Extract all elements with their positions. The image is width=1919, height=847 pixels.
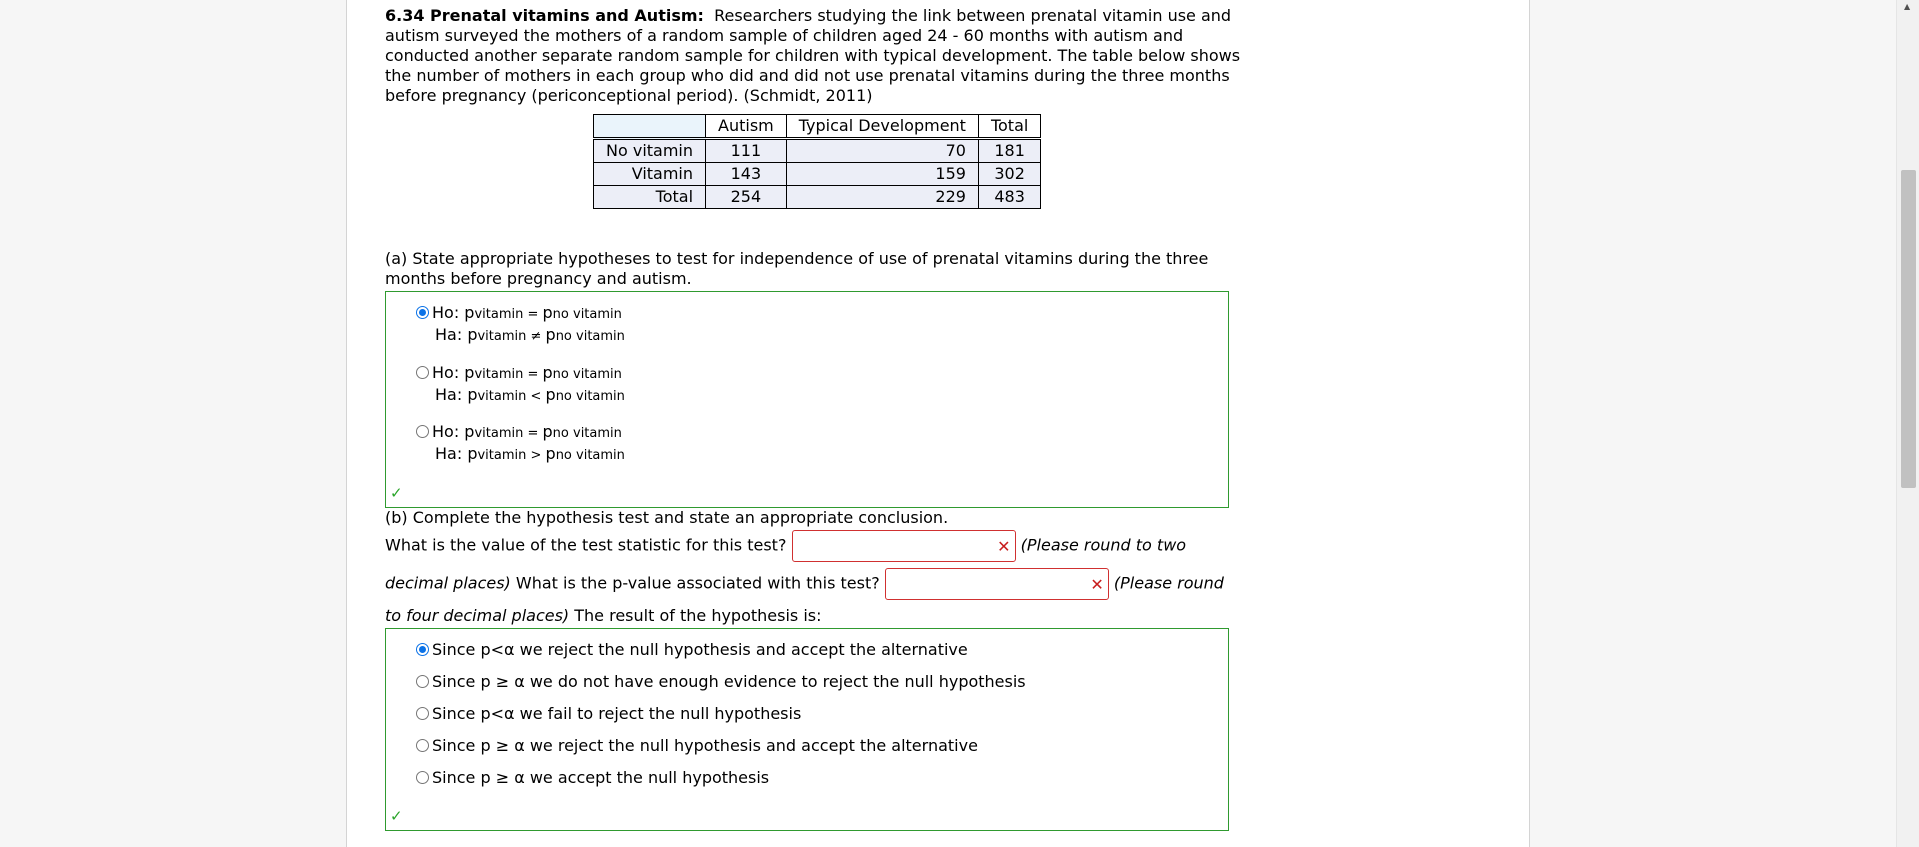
part-a-answer-box xyxy=(385,291,1229,508)
problem-title: 6.34 Prenatal vitamins and Autism: xyxy=(385,6,704,25)
scrollbar-thumb[interactable] xyxy=(1901,170,1916,488)
conclusion-label: Since p<α we fail to reject the null hypothesis xyxy=(432,704,802,723)
error-x-icon: ✕ xyxy=(997,537,1011,556)
part-b xyxy=(385,508,1245,624)
result-label: The result of the hypothesis is: xyxy=(574,606,822,625)
round-two-hint: (Please round to two xyxy=(1020,535,1187,555)
ho-label: Ho: xyxy=(432,422,465,441)
radio-button[interactable] xyxy=(416,707,429,720)
cell-typical: 70 xyxy=(786,139,978,163)
round-four-hint: (Please round xyxy=(1113,573,1224,593)
ha-label: Ha: xyxy=(435,444,468,463)
cell-autism: 254 xyxy=(706,186,787,209)
conclusion-option-1[interactable] xyxy=(416,641,968,659)
p-symbol: p xyxy=(464,363,475,382)
p-symbol: p xyxy=(464,303,475,322)
radio-button[interactable] xyxy=(416,771,429,784)
conclusion-option-2[interactable] xyxy=(416,673,1026,691)
radio-button[interactable] xyxy=(416,675,429,688)
p-symbol: p xyxy=(545,444,556,463)
p-symbol: p xyxy=(467,444,478,463)
sub-vitamin: vitamin xyxy=(477,389,527,404)
hypothesis-option-2[interactable] xyxy=(416,364,625,406)
sub-vitamin: vitamin xyxy=(474,307,524,322)
scroll-up-arrow-icon[interactable]: ▲ xyxy=(1904,2,1911,11)
problem-text: Researchers studying the link between prenatal vitamin use and autism surveyed the mothers of a random sample of children aged 24 - 60 months with autism and conducted another separate random sample for children with typical development. The table below shows the number of mothers in each group who did and did not use prenatal vitamins during the three months before pregnancy (periconceptional period). (Schmidt, 2011) xyxy=(385,6,1241,105)
table-header-autism: Autism xyxy=(706,115,787,139)
result-line xyxy=(385,606,822,626)
sub-no-vitamin: no vitamin xyxy=(552,426,622,441)
relation-ha: < xyxy=(526,389,546,404)
table-header-total: Total xyxy=(978,115,1040,139)
ha-line xyxy=(416,445,625,465)
test-statistic-question: What is the value of the test statistic for this test? xyxy=(385,535,787,555)
conclusion-label: Since p<α we reject the null hypothesis and accept the alternative xyxy=(432,640,968,659)
part-a-prompt: (a) State appropriate hypotheses to test for independence of use of prenatal vitamins during the three months before pregnancy and autism. xyxy=(385,249,1209,288)
ha-line xyxy=(416,326,625,346)
conclusion-option-3[interactable] xyxy=(416,705,801,723)
radio-button[interactable] xyxy=(416,366,429,379)
radio-button[interactable] xyxy=(416,425,429,438)
sub-vitamin: vitamin xyxy=(477,448,527,463)
row-label: Vitamin xyxy=(594,163,706,186)
vertical-scrollbar[interactable] xyxy=(1896,0,1919,847)
part-b-answer-box xyxy=(385,628,1229,831)
p-symbol: p xyxy=(467,325,478,344)
cell-autism: 143 xyxy=(706,163,787,186)
row-label: Total xyxy=(594,186,706,209)
table-row xyxy=(594,139,1041,163)
table-row xyxy=(594,163,1041,186)
p-symbol: p xyxy=(464,422,475,441)
problem-intro xyxy=(385,6,1245,106)
round-two-hint-cont: decimal places) xyxy=(385,573,511,593)
conclusion-label: Since p ≥ α we accept the null hypothesis xyxy=(432,768,770,787)
table-header-blank xyxy=(594,115,706,139)
sub-no-vitamin: no vitamin xyxy=(555,329,625,344)
error-x-icon: ✕ xyxy=(1090,575,1104,594)
row-label: No vitamin xyxy=(594,139,706,163)
question-page xyxy=(346,0,1530,847)
test-statistic-input[interactable] xyxy=(792,530,1016,562)
cell-autism: 111 xyxy=(706,139,787,163)
relation-ho: = xyxy=(523,426,543,441)
sub-vitamin: vitamin xyxy=(477,329,527,344)
relation-ho: = xyxy=(523,367,543,382)
conclusion-option-5[interactable] xyxy=(416,769,769,787)
p-value-question: What is the p-value associated with this test? xyxy=(515,573,880,593)
sub-vitamin: vitamin xyxy=(474,426,524,441)
sub-no-vitamin: no vitamin xyxy=(552,367,622,382)
cell-typical: 159 xyxy=(786,163,978,186)
hypothesis-option-1[interactable] xyxy=(416,304,625,346)
test-statistic-line xyxy=(385,530,1186,562)
p-symbol: p xyxy=(542,363,553,382)
p-symbol: p xyxy=(542,422,553,441)
ha-line xyxy=(416,386,625,406)
round-four-hint-cont: to four decimal places) xyxy=(385,606,570,625)
cell-typical: 229 xyxy=(786,186,978,209)
cell-total: 483 xyxy=(978,186,1040,209)
contingency-table xyxy=(593,114,1041,209)
conclusion-label: Since p ≥ α we reject the null hypothesis and accept the alternative xyxy=(432,736,978,755)
correct-check-icon: ✓ xyxy=(390,484,403,502)
hypothesis-option-3[interactable] xyxy=(416,423,625,465)
ha-label: Ha: xyxy=(435,325,468,344)
cell-total: 181 xyxy=(978,139,1040,163)
ho-label: Ho: xyxy=(432,303,465,322)
conclusion-option-4[interactable] xyxy=(416,737,978,755)
sub-no-vitamin: no vitamin xyxy=(555,448,625,463)
ha-label: Ha: xyxy=(435,385,468,404)
part-b-prompt: (b) Complete the hypothesis test and state an appropriate conclusion. xyxy=(385,508,949,527)
sub-no-vitamin: no vitamin xyxy=(552,307,622,322)
part-a xyxy=(385,249,1245,508)
correct-check-icon: ✓ xyxy=(390,807,403,825)
p-symbol: p xyxy=(467,385,478,404)
p-symbol: p xyxy=(545,325,556,344)
sub-vitamin: vitamin xyxy=(474,367,524,382)
question-content xyxy=(385,6,1245,831)
radio-button[interactable] xyxy=(416,739,429,752)
radio-button-selected[interactable] xyxy=(416,306,429,319)
conclusion-label: Since p ≥ α we do not have enough evidence to reject the null hypothesis xyxy=(432,672,1026,691)
table-row xyxy=(594,186,1041,209)
p-value-input[interactable] xyxy=(885,568,1109,600)
cell-total: 302 xyxy=(978,163,1040,186)
p-symbol: p xyxy=(542,303,553,322)
p-symbol: p xyxy=(545,385,556,404)
sub-no-vitamin: no vitamin xyxy=(555,389,625,404)
relation-ho: = xyxy=(523,307,543,322)
table-header-row xyxy=(594,115,1041,139)
ho-label: Ho: xyxy=(432,363,465,382)
relation-ha: > xyxy=(526,448,546,463)
table-header-typical: Typical Development xyxy=(786,115,978,139)
relation-ha: ≠ xyxy=(526,329,546,344)
radio-button-selected[interactable] xyxy=(416,643,429,656)
p-value-line xyxy=(385,568,1224,600)
